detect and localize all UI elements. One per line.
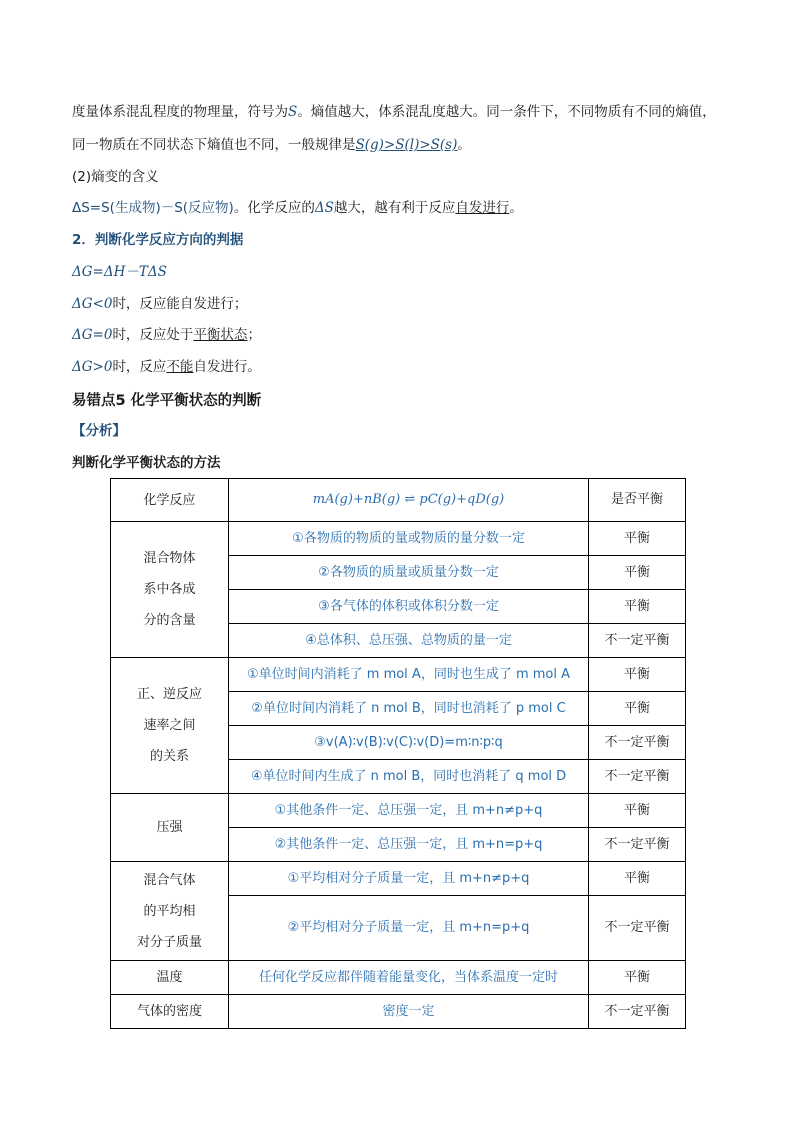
group-label-line: 分的含量: [143, 613, 196, 628]
group-label-line: 混合物体: [143, 551, 196, 566]
table-row: [111, 995, 686, 1029]
entropy-rule: S(g)>S(l)>S(s): [355, 137, 458, 153]
entropy-formula: ΔS=S(生成物)－S(反应物): [72, 200, 234, 216]
condition-cell: ③v(A)∶v(B)∶v(C)∶v(D)=m∶n∶p∶q: [229, 726, 589, 760]
condition-cell: ④总体积、总压强、总物质的量一定: [229, 624, 589, 658]
condition-cell: ④单位时间内生成了 n mol B，同时也消耗了 q mol D: [229, 760, 589, 794]
criteria-item-2: [72, 325, 261, 345]
text: ΔS: [314, 200, 334, 216]
table-header-row: [111, 479, 686, 522]
result-cell: 不一定平衡: [589, 726, 686, 760]
section-title: 易错点5 化学平衡状态的判断: [72, 393, 262, 409]
result-cell: 平衡: [589, 794, 686, 828]
group-label-line: 温度: [156, 970, 183, 985]
group-label: [111, 522, 229, 658]
table-row: [111, 522, 686, 556]
text: 。化学反应的: [233, 200, 315, 216]
text: 时，反应能自发进行；: [112, 296, 248, 312]
result-cell: 平衡: [589, 658, 686, 692]
condition-cell: ①各物质的物质的量或物质的量分数一定: [229, 522, 589, 556]
condition-cell: ①单位时间内消耗了 m mol A，同时也生成了 m mol A: [229, 658, 589, 692]
analysis-label: 【分析】: [72, 423, 126, 439]
group-label-line: 系中各成: [143, 582, 196, 597]
condition-cell: ②其他条件一定、总压强一定，且 m+n=p+q: [229, 828, 589, 862]
group-label-line: 的平均相: [143, 903, 196, 919]
condition-cell: ②平均相对分子质量一定，且 m+n=p+q: [229, 896, 589, 961]
condition-cell: ①其他条件一定、总压强一定，且 m+n≠p+q: [229, 794, 589, 828]
result-cell: 平衡: [589, 961, 686, 995]
method-title: 判断化学平衡状态的方法: [72, 455, 221, 471]
result-cell: 平衡: [589, 522, 686, 556]
text: 时，反应: [112, 359, 167, 375]
group-label-line: 正、逆反应: [136, 687, 202, 702]
condition-cell: 任何化学反应都伴随着能量变化，当体系温度一定时: [229, 961, 589, 995]
text: 同一物质在不同状态下熵值也不同，一般规律是: [72, 137, 356, 153]
condition-cell: ③各气体的体积或体积分数一定: [229, 590, 589, 624]
group-label: [111, 658, 229, 794]
text: ΔG<0: [72, 296, 113, 312]
condition-cell: ①平均相对分子质量一定，且 m+n≠p+q: [229, 862, 589, 896]
criteria-heading: 2．判断化学反应方向的判据: [72, 232, 244, 248]
group-label: [111, 961, 229, 995]
text: ；: [247, 327, 261, 343]
group-label-line: 对分子质量: [136, 934, 202, 950]
text: ΔG>0: [72, 359, 113, 375]
paragraph-line-2: [72, 135, 471, 155]
group-label: [111, 995, 229, 1029]
criteria-item-1: [72, 294, 247, 314]
result-cell: 不一定平衡: [589, 760, 686, 794]
group-label: [111, 862, 229, 961]
table-row: [111, 862, 686, 896]
text: 平衡状态: [193, 327, 248, 343]
table-row: [111, 658, 686, 692]
result-cell: 不一定平衡: [589, 828, 686, 862]
entropy-change-line: [72, 198, 523, 218]
group-label-line: 混合气体: [143, 872, 196, 888]
result-cell: 不一定平衡: [589, 624, 686, 658]
condition-cell: ②各物质的质量或质量分数一定: [229, 556, 589, 590]
result-cell: 平衡: [589, 692, 686, 726]
text: ΔG=0: [72, 327, 113, 343]
text: 自发进行: [455, 200, 510, 216]
group-label-line: 压强: [156, 820, 183, 835]
result-cell: 不一定平衡: [589, 995, 686, 1029]
condition-cell: 密度一定: [229, 995, 589, 1029]
group-label-line: 的关系: [149, 749, 189, 764]
table-row: [111, 794, 686, 828]
equilibrium-table: [110, 478, 686, 1029]
text: 时，反应处于: [112, 327, 194, 343]
entropy-change-title: (2)熵变的含义: [72, 169, 159, 185]
text: 。: [509, 200, 523, 216]
header-balanced: 是否平衡: [589, 479, 686, 522]
text: 自发进行。: [193, 359, 261, 375]
text: 。: [457, 137, 471, 153]
result-cell: 平衡: [589, 862, 686, 896]
header-reaction: 化学反应: [111, 479, 229, 522]
criteria-item-3: [72, 357, 261, 377]
group-label: [111, 794, 229, 862]
text: 不能: [166, 359, 194, 375]
result-cell: 平衡: [589, 556, 686, 590]
table-row: [111, 961, 686, 995]
text: 。熵值越大，体系混乱度越大。同一条件下，不同物质有不同的熵值，: [297, 104, 716, 120]
paragraph-line-1: [72, 102, 716, 122]
result-cell: 不一定平衡: [589, 896, 686, 961]
header-equation: mA(g)+nB(g) ⇌ pC(g)+qD(g): [229, 479, 589, 522]
group-label-line: 速率之间: [143, 718, 196, 733]
condition-cell: ②单位时间内消耗了 n mol B，同时也消耗了 p mol C: [229, 692, 589, 726]
criteria-formula: ΔG=ΔH－TΔS: [72, 264, 167, 280]
group-label-line: 气体的密度: [136, 1004, 202, 1019]
result-cell: 平衡: [589, 590, 686, 624]
entropy-symbol: S: [288, 104, 298, 120]
text: 越大，越有利于反应: [333, 200, 456, 216]
text: 度量体系混乱程度的物理量，符号为: [72, 104, 288, 120]
